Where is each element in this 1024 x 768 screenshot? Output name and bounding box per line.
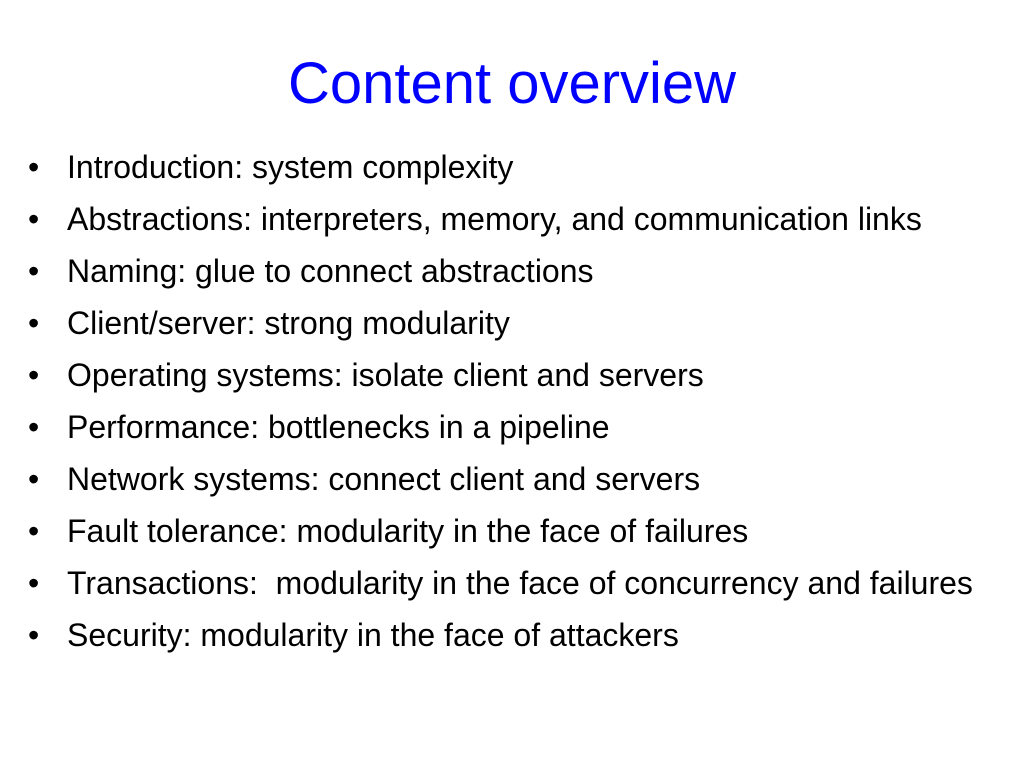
list-item bbox=[28, 614, 998, 656]
bullet-icon: • bbox=[28, 253, 40, 289]
slide-title: Content overview bbox=[287, 51, 737, 116]
list-item-text: Performance: bottlenecks in a pipeline bbox=[67, 409, 610, 445]
list-item-text: Fault tolerance: modularity in the face of failures bbox=[67, 513, 749, 549]
list-item bbox=[28, 198, 998, 240]
list-item-text: Operating systems: isolate client and servers bbox=[67, 357, 704, 393]
bullet-icon: • bbox=[28, 201, 40, 237]
list-item-text: Introduction: system complexity bbox=[67, 149, 514, 185]
list-item bbox=[28, 458, 998, 500]
bullet-icon: • bbox=[28, 149, 40, 185]
list-item bbox=[28, 406, 998, 448]
list-item bbox=[28, 146, 998, 188]
list-item-text: Abstractions: interpreters, memory, and communication links bbox=[67, 201, 922, 237]
bullet-icon: • bbox=[28, 461, 40, 497]
list-item bbox=[28, 250, 998, 292]
list-item bbox=[28, 562, 998, 604]
bullet-icon: • bbox=[28, 409, 40, 445]
list-item bbox=[28, 302, 998, 344]
list-item-text: Naming: glue to connect abstractions bbox=[67, 253, 594, 289]
list-item-text: Security: modularity in the face of attackers bbox=[67, 617, 679, 653]
list-item-text: Network systems: connect client and servers bbox=[67, 461, 701, 497]
bullet-icon: • bbox=[28, 565, 40, 601]
list-item bbox=[28, 510, 998, 552]
bullet-list bbox=[28, 146, 998, 666]
bullet-icon: • bbox=[28, 617, 40, 653]
bullet-icon: • bbox=[28, 513, 40, 549]
list-item-text: Transactions: modularity in the face of concurrency and failures bbox=[67, 565, 973, 601]
list-item-text: Client/server: strong modularity bbox=[67, 305, 510, 341]
bullet-icon: • bbox=[28, 357, 40, 393]
list-item bbox=[28, 354, 998, 396]
bullet-icon: • bbox=[28, 305, 40, 341]
